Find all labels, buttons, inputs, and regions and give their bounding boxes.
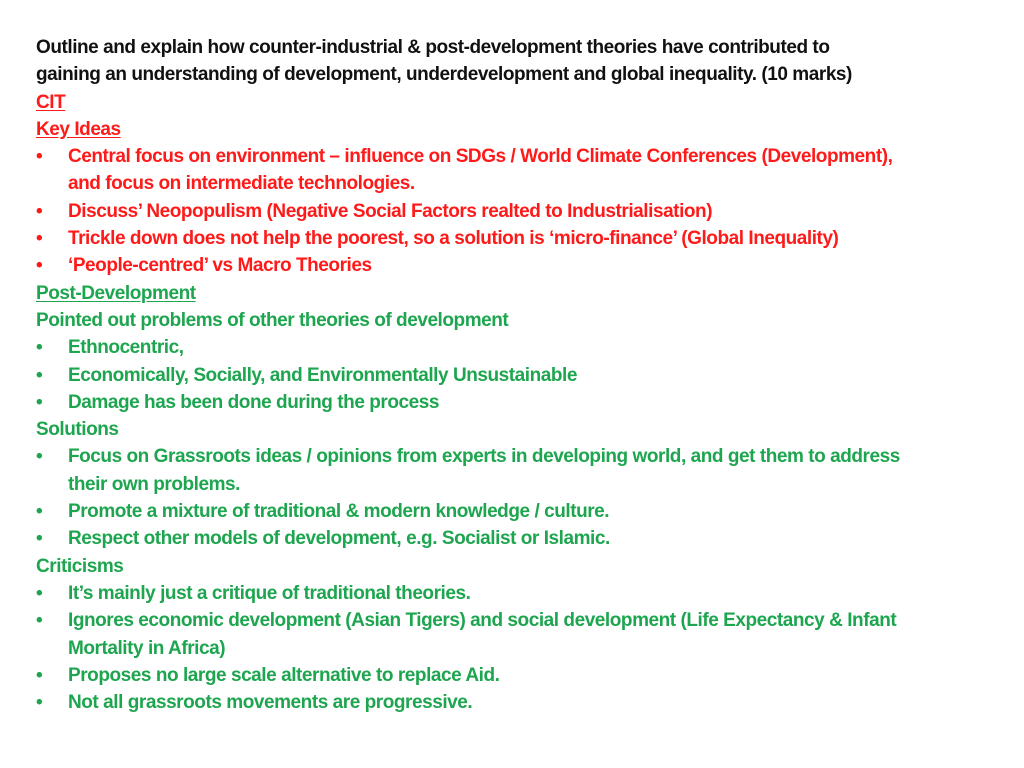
bullet-icon: • [36,582,43,604]
list-item [36,198,1004,225]
bullet-icon: • [36,528,43,550]
solutions-heading: Solutions [36,419,119,441]
list-item [36,334,1004,361]
bullet-icon: • [36,391,43,413]
key-ideas-subheading: Key Ideas [36,118,121,140]
list-item-text: Respect other models of development, e.g. Socialist or Islamic. [68,528,610,550]
list-item [36,580,1004,607]
list-item [36,362,1004,389]
bullet-icon: • [36,337,43,359]
question-line: Outline and explain how counter-industrial & post-development theories have contributed to [36,37,830,58]
list-item [36,525,1004,552]
key-ideas-list [36,143,1004,279]
bullet-icon: • [36,146,43,168]
list-item [36,443,1004,498]
list-item-text: and focus on intermediate technologies. [68,173,415,195]
bullet-icon: • [36,364,43,386]
post-development-heading: Post-Development [36,282,196,304]
list-item [36,143,1004,198]
post-development-section [36,280,1004,717]
bullet-icon: • [36,664,43,686]
question-text [36,34,1004,89]
list-item-text: Discuss’ Neopopulism (Negative Social Factors realted to Industrialisation) [68,200,713,222]
list-item-text: It’s mainly just a critique of traditional theories. [68,582,471,604]
list-item-text: Economically, Socially, and Environmentally Unsustainable [68,364,577,386]
bullet-icon: • [36,610,43,632]
bullet-icon: • [36,692,43,714]
list-item [36,252,1004,279]
post-development-intro: Pointed out problems of other theories of development [36,309,509,331]
list-item-text: Not all grassroots movements are progressive. [68,692,473,714]
bullet-icon: • [36,255,43,277]
solutions-list [36,443,1004,552]
cit-heading: CIT [36,91,66,113]
question-line: gaining an understanding of development, underdevelopment and global inequality. (10 marks) [36,64,852,86]
cit-section [36,89,1004,280]
list-item-text: Promote a mixture of traditional & modern knowledge / culture. [68,501,610,523]
list-item [36,225,1004,252]
list-item-text: Ignores economic development (Asian Tigers) and social development (Life Expectancy & Infant [68,610,897,632]
bullet-icon: • [36,200,43,222]
list-item [36,662,1004,689]
list-item-text: Ethnocentric, [68,337,184,359]
criticisms-list [36,580,1004,716]
list-item [36,607,1004,662]
list-item-text: Damage has been done during the process [68,391,439,413]
list-item [36,689,1004,716]
bullet-icon: • [36,501,43,523]
list-item [36,498,1004,525]
list-item-text: Mortality in Africa) [68,637,226,659]
list-item-text: their own problems. [68,473,240,495]
problems-list [36,334,1004,416]
list-item-text: Focus on Grassroots ideas / opinions from experts in developing world, and get them to address [68,446,900,468]
bullet-icon: • [36,446,43,468]
list-item [36,389,1004,416]
list-item-text: Central focus on environment – influence on SDGs / World Climate Conferences (Development), [68,146,893,168]
criticisms-heading: Criticisms [36,555,124,577]
list-item-text: ‘People-centred’ vs Macro Theories [68,255,372,277]
list-item-text: Trickle down does not help the poorest, so a solution is ‘micro-finance’ (Global Inequality) [68,228,839,250]
bullet-icon: • [36,228,43,250]
list-item-text: Proposes no large scale alternative to replace Aid. [68,664,500,686]
